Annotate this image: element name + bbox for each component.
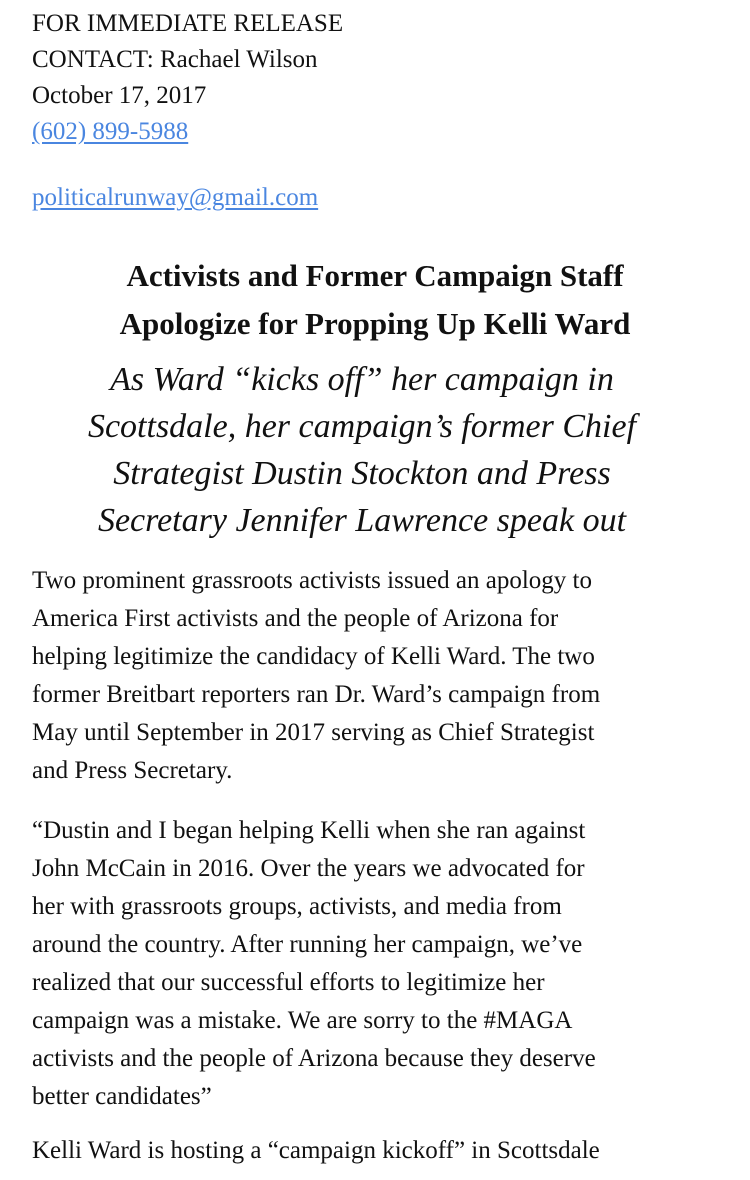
release-header	[32, 6, 343, 150]
contact-line: CONTACT: Rachael Wilson	[32, 46, 318, 73]
headline-line: Activists and Former Campaign Staff	[126, 258, 624, 293]
paragraph-line: activists and the people of Arizona because they deserve	[32, 1045, 596, 1072]
email-link[interactable]: politicalrunway@gmail.com	[32, 184, 319, 211]
paragraph-line: helping legitimize the candidacy of Kelli Ward. The two	[32, 643, 595, 670]
release-label: FOR IMMEDIATE RELEASE	[32, 10, 344, 37]
body-paragraph-3	[32, 1132, 722, 1170]
paragraph-line: Two prominent grassroots activists issued an apology to	[32, 567, 592, 594]
paragraph-line: John McCain in 2016. Over the years we advocated for	[32, 855, 585, 882]
paragraph-line: better candidates”	[32, 1083, 212, 1110]
subheadline-line: Secretary Jennifer Lawrence speak out	[97, 502, 627, 539]
headline	[0, 252, 750, 348]
paragraph-line: America First activists and the people of Arizona for	[32, 605, 559, 632]
release-date: October 17, 2017	[32, 82, 207, 109]
subheadline-line: Scottsdale, her campaign’s former Chief	[87, 408, 637, 445]
subheadline	[0, 356, 724, 544]
subheadline-line: Strategist Dustin Stockton and Press	[113, 455, 611, 492]
paragraph-line: her with grassroots groups, activists, and media from	[32, 893, 562, 920]
subheadline-line: As Ward “kicks off” her campaign in	[110, 361, 614, 398]
body-paragraph-1	[32, 562, 722, 790]
paragraph-line: and Press Secretary.	[32, 757, 233, 784]
body-paragraph-2	[32, 812, 722, 1116]
phone-link[interactable]: (602) 899-5988	[32, 118, 189, 145]
paragraph-line: campaign was a mistake. We are sorry to the #MAGA	[32, 1007, 573, 1034]
paragraph-line: around the country. After running her campaign, we’ve	[32, 931, 583, 958]
paragraph-line: “Dustin and I began helping Kelli when she ran against	[32, 817, 586, 844]
paragraph-line: May until September in 2017 serving as Chief Strategist	[32, 719, 595, 746]
paragraph-line: Kelli Ward is hosting a “campaign kickoff” in Scottsdale	[32, 1137, 600, 1164]
headline-line: Apologize for Propping Up Kelli Ward	[119, 306, 631, 341]
paragraph-line: realized that our successful efforts to legitimize her	[32, 969, 545, 996]
paragraph-line: former Breitbart reporters ran Dr. Ward’s campaign from	[32, 681, 601, 708]
